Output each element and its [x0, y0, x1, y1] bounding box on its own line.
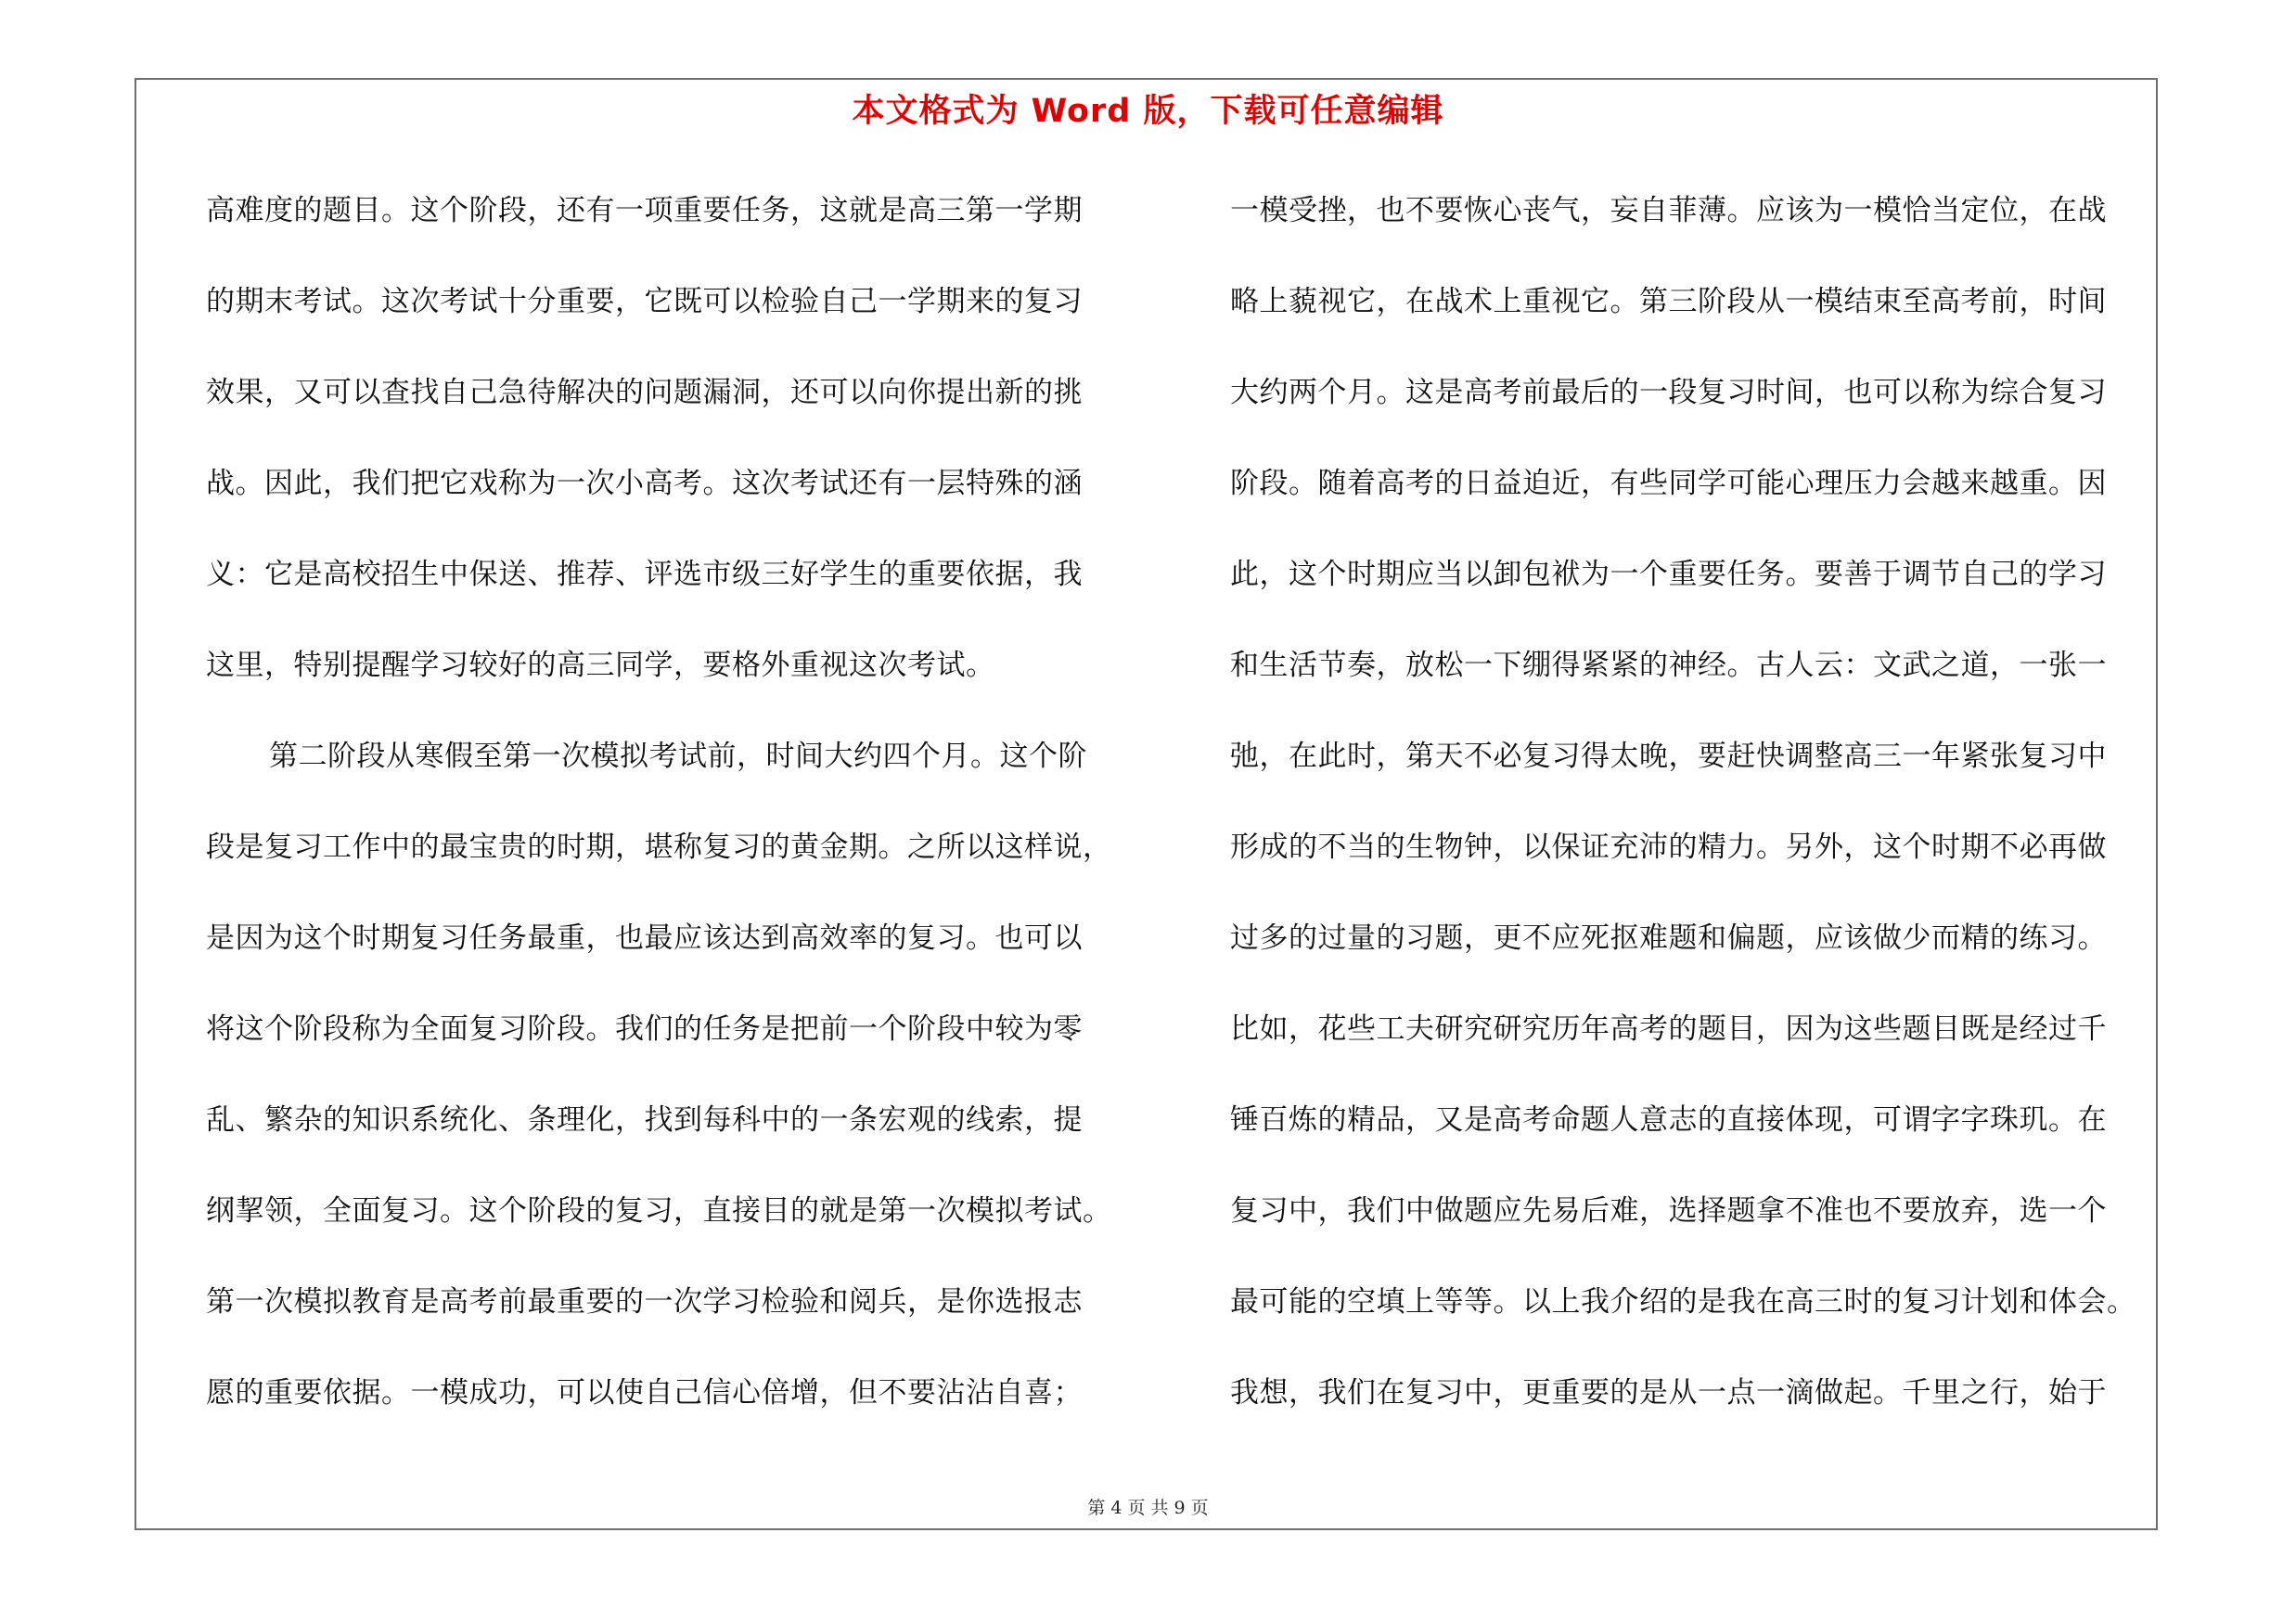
text-line: 锤百炼的精品，又是高考命题人意志的直接体现，可谓字字珠玑。在: [1230, 1103, 2107, 1137]
text-line: 战。因此，我们把它戏称为一次小高考。这次考试还有一层特殊的涵: [206, 467, 1083, 500]
text-line: 弛，在此时，第天不必复习得太晚，要赶快调整高三一年紧张复习中: [1230, 740, 2107, 773]
text-line: 此，这个时期应当以卸包袱为一个重要任务。要善于调节自己的学习: [1230, 558, 2107, 591]
text-line: 第一次模拟教育是高考前最重要的一次学习检验和阅兵，是你选报志: [206, 1285, 1083, 1319]
text-line: 段是复习工作中的最宝贵的时期，堪称复习的黄金期。之所以这样说，: [206, 831, 1112, 864]
text-line: 复习中，我们中做题应先易后难，选择题拿不准也不要放弃，选一个: [1230, 1194, 2107, 1228]
text-line: 略上藐视它，在战术上重视它。第三阶段从一模结束至高考前，时间: [1230, 285, 2107, 318]
text-line: 大约两个月。这是高考前最后的一段复习时间，也可以称为综合复习: [1230, 376, 2107, 409]
right-text-column: [1230, 181, 2156, 1454]
left-text-column: [206, 181, 1124, 1454]
text-line: 比如，花些工夫研究研究历年高考的题目，因为这些题目既是经过千: [1230, 1012, 2107, 1046]
text-line: 纲挈领，全面复习。这个阶段的复习，直接目的就是第一次模拟考试。: [206, 1194, 1112, 1228]
page-number: 第 4 页 共 9 页: [1087, 1498, 1209, 1518]
text-line: 过多的过量的习题，更不应死抠难题和偏题，应该做少而精的练习。: [1230, 921, 2107, 955]
text-line: 我想，我们在复习中，更重要的是从一点一滴做起。千里之行，始于: [1230, 1376, 2107, 1410]
paragraph-start-line: 第二阶段从寒假至第一次模拟考试前，时间大约四个月。这个阶: [269, 740, 1087, 773]
text-line: 乱、繁杂的知识系统化、条理化，找到每科中的一条宏观的线索，提: [206, 1103, 1083, 1137]
text-line: 愿的重要依据。一模成功，可以使自己信心倍增，但不要沾沾自喜；: [206, 1376, 1083, 1410]
text-line: 一模受挫，也不要恢心丧气，妄自菲薄。应该为一模恰当定位，在战: [1230, 194, 2107, 227]
text-line: 效果，又可以查找自己急待解决的问题漏洞，还可以向你提出新的挑: [206, 376, 1083, 409]
text-line: 高难度的题目。这个阶段，还有一项重要任务，这就是高三第一学期: [206, 194, 1083, 227]
text-line: 的期末考试。这次考试十分重要，它既可以检验自己一学期来的复习: [206, 285, 1083, 318]
text-line: 形成的不当的生物钟，以保证充沛的精力。另外，这个时期不必再做: [1230, 831, 2107, 864]
text-line: 是因为这个时期复习任务最重，也最应该达到高效率的复习。也可以: [206, 921, 1083, 955]
format-banner: 本文格式为 Word 版，下载可任意编辑: [852, 93, 1444, 130]
text-line: 阶段。随着高考的日益迫近，有些同学可能心理压力会越来越重。因: [1230, 467, 2107, 500]
text-line: 将这个阶段称为全面复习阶段。我们的任务是把前一个阶段中较为零: [206, 1012, 1083, 1046]
text-line: 和生活节奏，放松一下绷得紧紧的神经。古人云：文武之道，一张一: [1230, 649, 2107, 682]
text-line: 这里，特别提醒学习较好的高三同学，要格外重视这次考试。: [206, 649, 995, 682]
text-line: 最可能的空填上等等。以上我介绍的是我在高三时的复习计划和体会。: [1230, 1285, 2136, 1319]
text-line: 义：它是高校招生中保送、推荐、评选市级三好学生的重要依据，我: [206, 558, 1083, 591]
